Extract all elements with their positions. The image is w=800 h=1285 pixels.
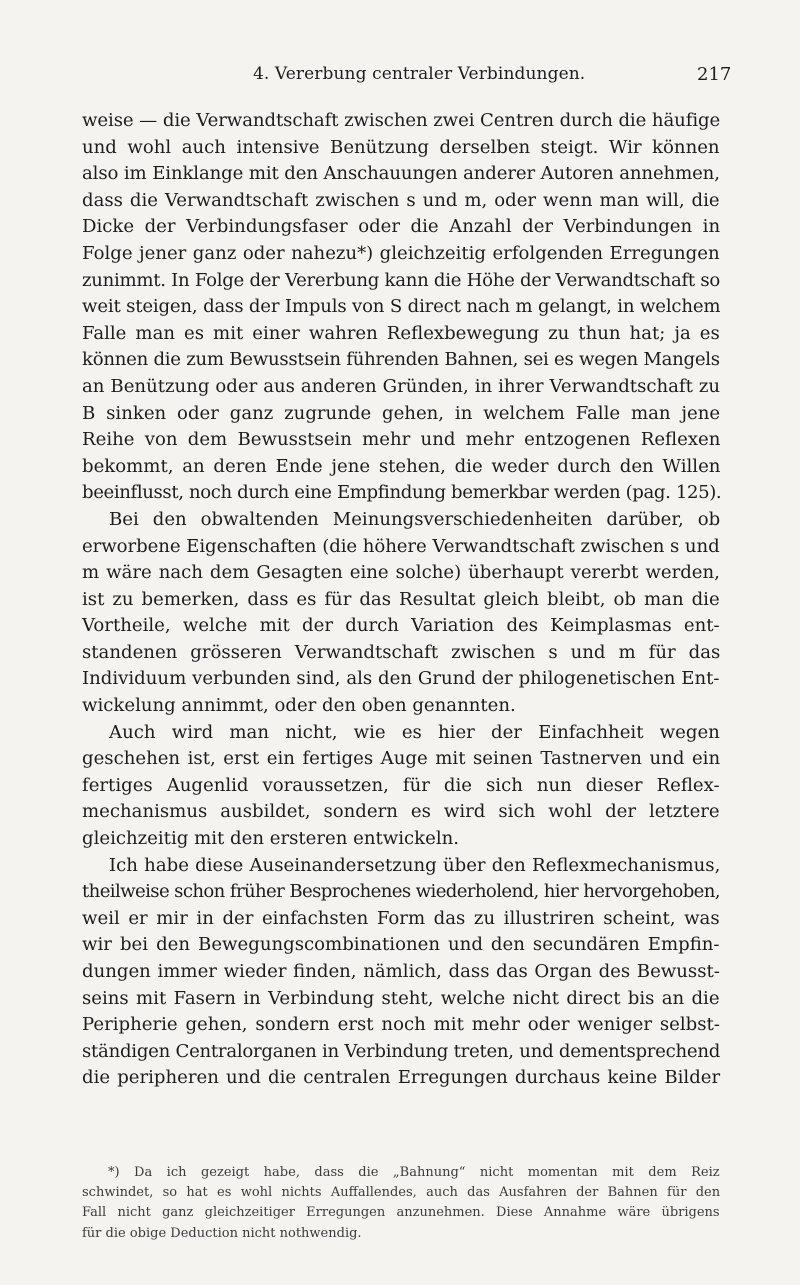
text-line: m wäre nach dem Gesagten eine solche) überhaupt vererbt werden,: [82, 562, 720, 584]
text-line: standenen grösseren Verwandtschaft zwischen s und m für das: [82, 641, 721, 663]
text-line: B sinken oder ganz zugrunde gehen, in welchem Falle man jene: [82, 402, 721, 424]
text-line: Folge jener ganz oder nahezu*) gleichzeitig erfolgenden Erregungen: [82, 242, 720, 264]
text-line: ständigen Centralorganen in Verbindung treten, und dementsprechend: [82, 1040, 721, 1062]
text-line: Vortheile, welche mit der durch Variation des Keimplasmas ent-: [82, 615, 720, 637]
text-line: weil er mir in der einfachsten Form das zu illustriren scheint, was: [82, 907, 720, 929]
footnote-line: Fall nicht ganz gleichzeitiger Erregungen anzunehmen. Diese Annahme wäre übrigens: [82, 1205, 720, 1221]
body-text: [82, 108, 720, 1092]
footnote-line: schwindet, so hat es wohl nichts Auffallendes, auch das Ausfahren der Bahnen für den: [82, 1185, 721, 1201]
text-line: weise — die Verwandtschaft zwischen zwei Centren durch die häufige: [82, 110, 721, 131]
text-line: mechanismus ausbildet, sondern es wird sich wohl der letztere: [82, 801, 720, 823]
text-line: also im Einklange mit den Anschauungen anderer Autoren annehmen,: [82, 163, 720, 185]
page-header: [0, 64, 800, 94]
text-line: gleichzeitig mit den ersteren entwickeln.: [82, 828, 460, 850]
text-line: Falle man es mit einer wahren Reflexbewegung zu thun hat; ja es: [82, 322, 720, 344]
text-line: Individuum verbunden sind, als den Grund der philogenetischen Ent-: [82, 668, 720, 690]
text-line: fertiges Augenlid voraussetzen, für die sich nun dieser Reflex-: [82, 774, 720, 796]
text-line: weit steigen, dass der Impuls von S direct nach m gelangt, in welchem: [82, 296, 721, 318]
text-line: seins mit Fasern in Verbindung steht, welche nicht direct bis an die: [82, 987, 720, 1009]
text-line: geschehen ist, erst ein fertiges Auge mit seinen Tastnerven und ein: [82, 748, 721, 770]
text-line: wickelung annimmt, oder den oben genannten.: [82, 695, 516, 717]
text-line: bekommt, an deren Ende jene stehen, die weder durch den Willen: [82, 455, 721, 477]
footnote: [82, 1163, 720, 1244]
text-line: die peripheren und die centralen Erregungen durchaus keine Bilder: [82, 1067, 721, 1089]
text-line: erworbene Eigenschaften (die höhere Verwandtschaft zwischen s und: [82, 535, 720, 557]
footnote-line: für die obige Deduction nicht nothwendig.: [82, 1225, 362, 1241]
text-line: wir bei den Bewegungscombinationen und den secundären Empfin-: [82, 934, 720, 956]
page-number: 217: [697, 64, 732, 85]
text-line: theilweise schon früher Besprochenes wiederholend, hier hervorgehoben,: [82, 881, 720, 903]
text-line: dass die Verwandtschaft zwischen s und m, oder wenn man will, die: [82, 189, 720, 211]
footnote-line: *) Da ich gezeigt habe, dass die „Bahnung“ nicht momentan mit dem Reiz: [108, 1165, 720, 1180]
paragraph-start-line: Ich habe diese Auseinandersetzung über den Reflexmechanismus,: [109, 854, 721, 876]
text-line: und wohl auch intensive Benützung derselben steigt. Wir können: [82, 136, 720, 158]
text-line: Dicke der Verbindungsfaser oder die Anzahl der Verbindungen in: [82, 216, 721, 238]
text-line: können die zum Bewusstsein führenden Bahnen, sei es wegen Mangels: [82, 349, 720, 371]
paragraph-start-line: Auch wird man nicht, wie es hier der Einfachheit wegen: [109, 721, 720, 743]
text-line: an Benützung oder aus anderen Gründen, in ihrer Verwandtschaft zu: [82, 375, 721, 397]
text-line: dungen immer wieder finden, nämlich, dass das Organ des Bewusst-: [82, 961, 720, 982]
text-line: beeinflusst, noch durch eine Empfindung bemerkbar werden (pag. 125).: [82, 482, 722, 504]
running-title: 4. Vererbung centraler Verbindungen.: [253, 64, 586, 84]
text-line: Reihe von dem Bewusstsein mehr und mehr entzogenen Reflexen: [82, 429, 721, 451]
text-line: ist zu bemerken, dass es für das Resultat gleich bleibt, ob man die: [82, 588, 720, 610]
paragraph-start-line: Bei den obwaltenden Meinungsverschiedenheiten darüber, ob: [109, 508, 721, 530]
text-line: zunimmt. In Folge der Vererbung kann die Höhe der Verwandtschaft so: [82, 269, 721, 291]
text-line: Peripherie gehen, sondern erst noch mit mehr oder weniger selbst-: [82, 1014, 720, 1036]
